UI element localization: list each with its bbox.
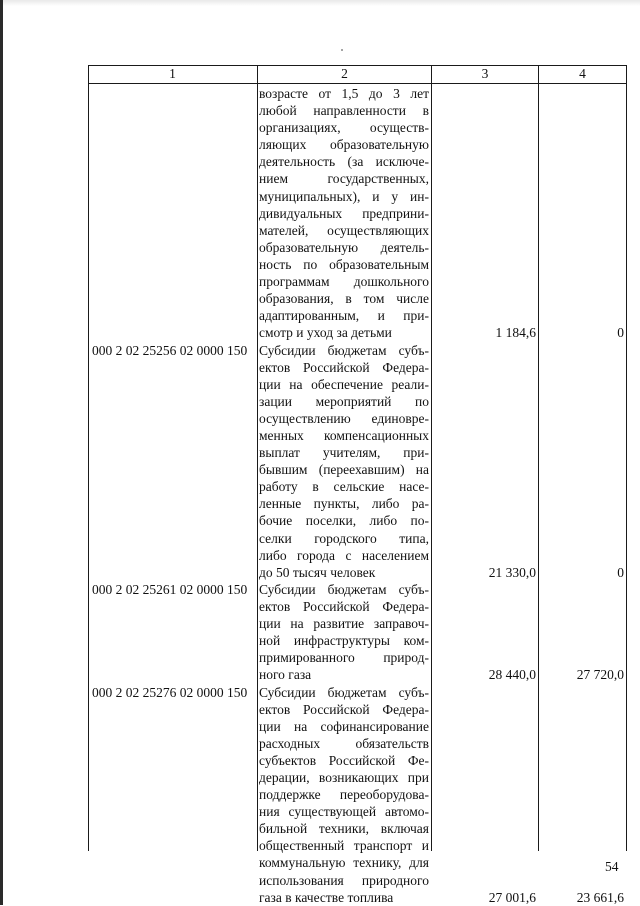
description-line: общественный транспорт и (259, 838, 429, 854)
column-divider-3 (538, 65, 539, 851)
row-1-description (259, 342, 429, 581)
column-header-1: 1 (169, 66, 176, 81)
row-3-description (259, 684, 429, 906)
description-line: ектов Российской Федера- (259, 359, 429, 375)
description-line: бочие поселки, либо по- (259, 513, 429, 529)
table-border-right (626, 65, 627, 851)
description-line: мателей, осуществляющих (259, 222, 429, 238)
continuation-description (259, 85, 429, 341)
description-line: образовательную деятель- (259, 239, 429, 255)
description-line: Субсидии бюджетам субъ- (259, 342, 429, 358)
description-line: зации мероприятий по (259, 393, 429, 409)
scan-shadow (0, 0, 640, 6)
description-line: ния существующей автомо- (259, 804, 429, 820)
description-line: поддержке переоборудова- (259, 787, 429, 803)
description-line: нием государственных, (259, 171, 429, 187)
description-line: программам дошкольного (259, 274, 429, 290)
row-1-code: 000 2 02 25256 02 0000 150 (92, 342, 248, 358)
description-line: использования природного (259, 872, 429, 888)
page-number: 54 (605, 859, 619, 874)
description-line: селки городского типа, (259, 530, 429, 546)
description-line: ность по образовательным (259, 256, 429, 272)
description-line: либо города с населением (259, 547, 429, 563)
description-line: субъектов Российской Фе- (259, 752, 429, 768)
continuation-amount-col4: 0 (617, 325, 624, 341)
table-border-left (88, 65, 89, 851)
description-line: осуществлению единовре- (259, 410, 429, 426)
scan-speck (341, 49, 343, 51)
description-line: коммунальную технику, для (259, 855, 429, 871)
continuation-amount-col3: 1 184,6 (495, 325, 536, 341)
row-2-description (259, 581, 429, 684)
row-2-amount-col3: 28 440,0 (488, 667, 536, 683)
column-divider-2 (431, 65, 432, 851)
description-line: расходных обязательств (259, 735, 429, 751)
description-line: организациях, осуществ- (259, 120, 429, 136)
description-line: образования, в том числе (259, 291, 429, 307)
description-line: бильной техники, включая (259, 821, 429, 837)
description-line: ной инфраструктуры ком- (259, 633, 429, 649)
column-header-2: 2 (341, 66, 348, 81)
description-line: Субсидии бюджетам субъ- (259, 581, 429, 597)
description-line: газа в качестве топлива (259, 889, 394, 905)
description-line: Субсидии бюджетам субъ- (259, 684, 429, 700)
description-line: деятельность (за исключе- (259, 154, 429, 170)
description-line: ции на обеспечение реали- (259, 376, 429, 392)
description-line: любой направленности в (259, 103, 429, 119)
row-1-amount-col3: 21 330,0 (488, 564, 536, 580)
row-2-amount-col4: 27 720,0 (576, 667, 624, 683)
description-line: ектов Российской Федера- (259, 598, 429, 614)
description-line: ляющих образовательную (259, 137, 429, 153)
description-line: примированного природ- (259, 650, 429, 666)
description-line: ектов Российской Федера- (259, 701, 429, 717)
description-line: дивидуальных предприни- (259, 205, 429, 221)
header-divider (88, 83, 627, 84)
column-header-4: 4 (579, 66, 586, 81)
column-divider-1 (257, 65, 258, 851)
row-1-amount-col4: 0 (617, 564, 624, 580)
description-line: дерации, возникающих при (259, 769, 429, 785)
description-line: бывшим (переехавшим) на (259, 462, 429, 478)
description-line: смотр и уход за детьми (259, 325, 392, 341)
description-line: возрасте от 1,5 до 3 лет (259, 86, 429, 101)
description-line: ленные пункты, либо ра- (259, 496, 429, 512)
row-2-code: 000 2 02 25261 02 0000 150 (92, 581, 248, 597)
scan-edge (0, 0, 3, 905)
description-line: менных компенсационных (259, 427, 429, 443)
description-line: до 50 тысяч человек (259, 564, 376, 580)
row-3-amount-col3: 27 001,6 (488, 889, 536, 905)
column-header-3: 3 (481, 66, 489, 81)
description-line: ного газа (259, 667, 312, 683)
description-line: муниципальных), и у ин- (259, 188, 429, 204)
row-3-amount-col4: 23 661,6 (576, 889, 624, 905)
description-line: ции на развитие заправоч- (259, 616, 429, 632)
description-line: выплат учителям, при- (259, 445, 429, 461)
description-line: адаптированным, и при- (259, 308, 429, 324)
row-3-code: 000 2 02 25276 02 0000 150 (92, 684, 248, 700)
description-line: работу в сельские насе- (259, 479, 429, 495)
description-line: ции на софинансирование (259, 718, 429, 734)
